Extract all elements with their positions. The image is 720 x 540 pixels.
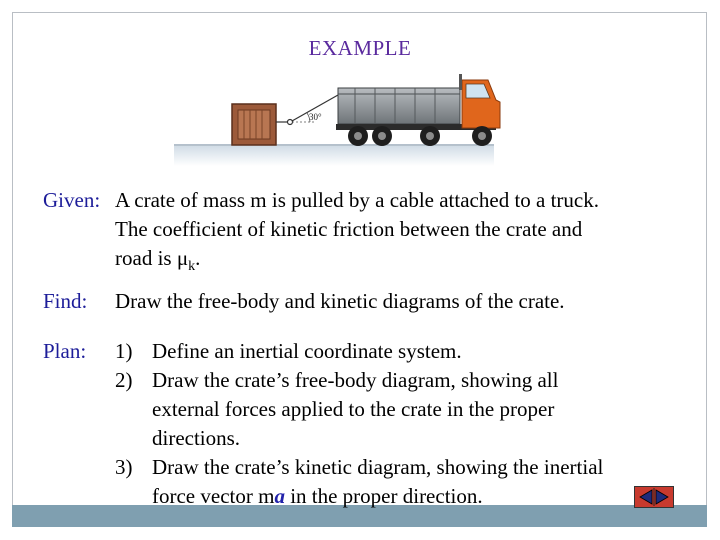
plan-item-3-line-2-prefix: force vector m	[152, 484, 275, 508]
find-text: Draw the free-body and kinetic diagrams of the crate.	[115, 289, 565, 313]
given-line-3-suffix: .	[195, 246, 201, 270]
given-label: Given:	[43, 188, 101, 212]
truck-crate-illustration	[170, 62, 520, 174]
given-line-3-prefix: road is	[115, 246, 177, 270]
slide-navigation	[634, 486, 674, 508]
plan-item-3-line-2-suffix: in the proper direction.	[284, 484, 483, 508]
plan-item-3-line-2	[152, 482, 483, 511]
crate	[232, 104, 276, 145]
vector-a: a	[274, 484, 285, 508]
triangle-left-icon[interactable]	[635, 487, 654, 507]
plan-item-2-line-3: directions.	[152, 426, 241, 450]
mu-subscript: k	[188, 259, 196, 275]
plan-item-2-line-2: external forces applied to the crate in the proper	[152, 397, 555, 421]
slide-title: EXAMPLE	[308, 36, 412, 60]
given-line-2: The coefficient of kinetic friction between the crate and	[115, 217, 583, 241]
plan-item-3-number: 3)	[115, 455, 133, 479]
plan-item-2-line-1: Draw the crate’s free-body diagram, showing all	[152, 368, 559, 392]
plan-item-1-number: 1)	[115, 339, 133, 363]
given-line-3	[115, 244, 200, 281]
find-label: Find:	[43, 289, 88, 313]
given-line-1: A crate of mass m is pulled by a cable attached to a truck.	[115, 188, 599, 212]
angle-label: 30°	[309, 112, 322, 122]
road	[174, 144, 494, 166]
plan-item-2-number: 2)	[115, 368, 133, 392]
mu-symbol: μ	[176, 246, 189, 270]
plan-item-3-line-1: Draw the crate’s kinetic diagram, showing the inertial	[152, 455, 604, 479]
plan-label: Plan:	[43, 339, 87, 363]
truck	[336, 74, 500, 146]
plan-item-1: Define an inertial coordinate system.	[152, 339, 462, 363]
triangle-right-icon[interactable]	[654, 487, 673, 507]
